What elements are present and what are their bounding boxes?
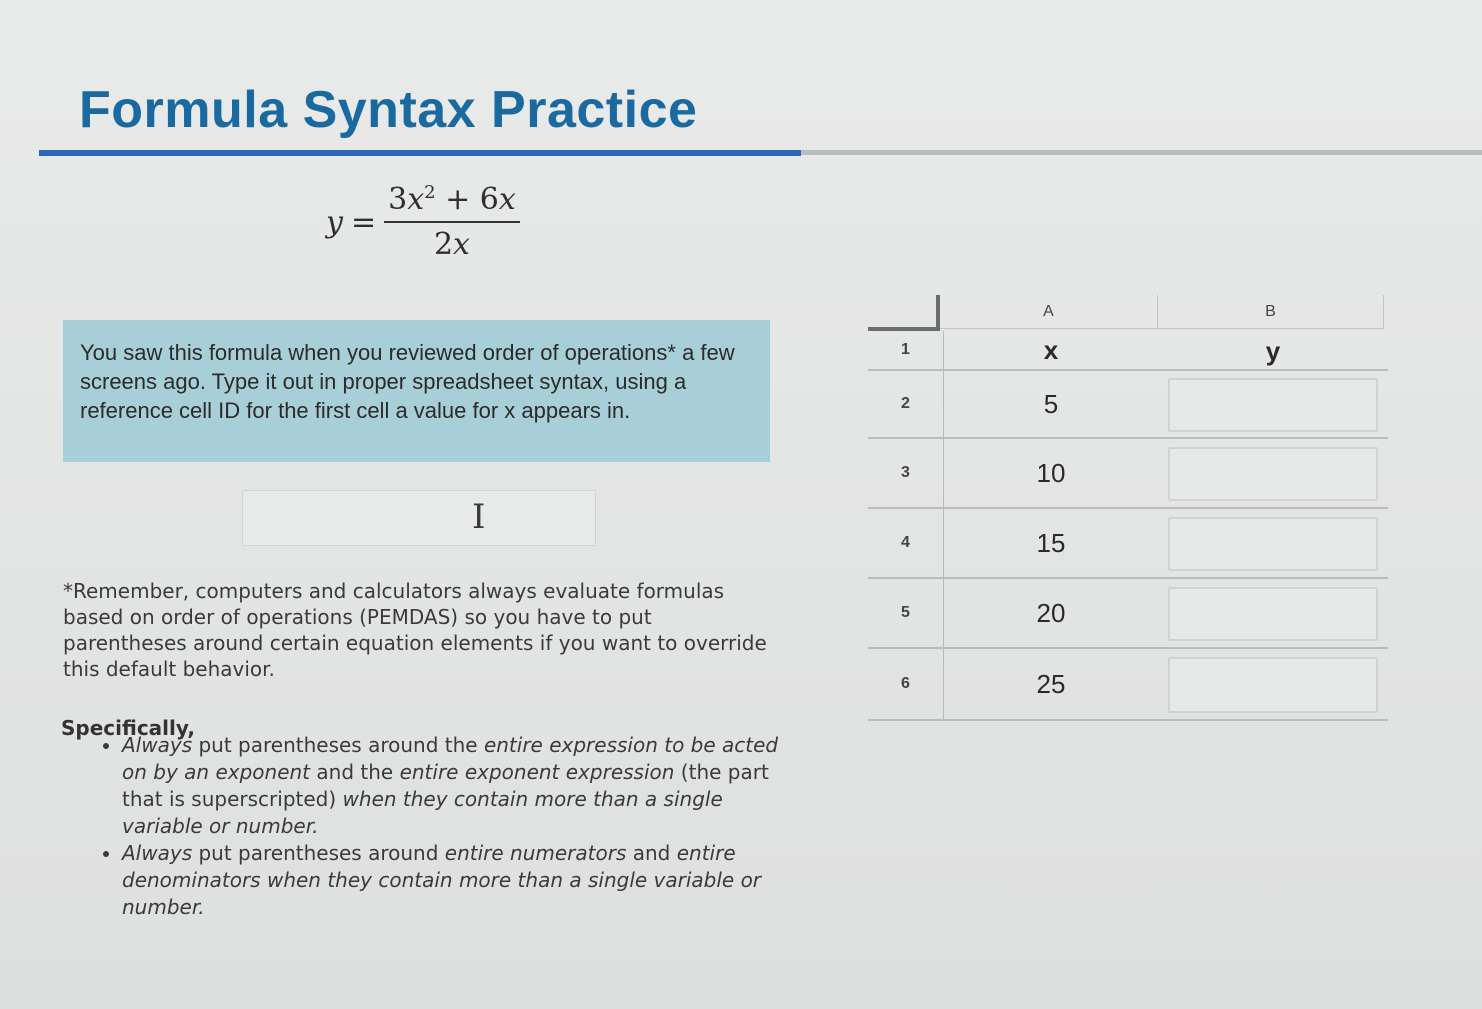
title-underline	[39, 150, 801, 156]
row-number: 2	[868, 371, 944, 437]
sheet-row	[868, 331, 1388, 371]
rule-emphasis: Always	[122, 841, 193, 865]
cell-a2: 5	[1043, 388, 1059, 419]
formula-denominator	[434, 223, 470, 262]
row-number: 4	[868, 509, 944, 577]
cell-b1: y	[1265, 335, 1281, 366]
title-divider	[801, 150, 1482, 155]
column-header-a: A	[940, 295, 1158, 329]
formula-numerator	[384, 182, 520, 223]
numerator-term2-var: x	[498, 182, 516, 217]
numerator-plus: +	[445, 182, 471, 217]
cell-a5: 20	[1036, 597, 1066, 628]
row-number: 6	[868, 649, 944, 719]
rule-emphasis: entire expression to be acted on by an exponent	[122, 733, 779, 784]
rule-emphasis: Always	[122, 733, 193, 757]
page-title: Formula Syntax Practice	[79, 81, 698, 139]
cell-a1: x	[1043, 334, 1059, 365]
column-header-b: B	[1158, 295, 1384, 329]
spreadsheet	[868, 295, 1388, 725]
rule-emphasis: entire numerators	[444, 841, 627, 865]
formula-equals: =	[350, 204, 377, 240]
cell-a4: 15	[1036, 527, 1066, 558]
text-cursor-icon: I	[472, 497, 486, 537]
denominator-coef: 2	[433, 227, 454, 262]
rule-text: and the	[310, 760, 400, 784]
cell-b2-input[interactable]	[1168, 378, 1378, 432]
formula-display	[326, 182, 520, 262]
rule-emphasis: entire denominators when they contain more than a single variable or number.	[122, 841, 762, 919]
numerator-var: x	[407, 182, 425, 217]
sheet-row	[868, 439, 1388, 509]
rule-text: put parentheses around	[192, 841, 445, 865]
sheet-row	[868, 371, 1388, 439]
cell-b4-input[interactable]	[1168, 517, 1378, 571]
row-number: 1	[868, 331, 944, 369]
numerator-exponent: 2	[424, 182, 436, 203]
instruction-box	[63, 320, 770, 462]
sheet-row	[868, 579, 1388, 649]
numerator-coef: 3	[388, 182, 408, 217]
sheet-corner	[868, 295, 940, 331]
row-number: 5	[868, 579, 944, 647]
rule-text: (the part that is superscripted)	[122, 760, 769, 811]
rule-item	[122, 732, 782, 840]
cell-b6-input[interactable]	[1168, 657, 1378, 713]
reminder-text: *Remember, computers and calculators always evaluate formulas based on order of operations (PEMDAS) so you have to put parentheses around certain equation elements if you want to override this default behavior.	[63, 579, 767, 681]
formula-lhs: y	[326, 204, 343, 240]
numerator-term2-coef: 6	[479, 182, 499, 217]
specifically-heading: Specifically,	[61, 716, 195, 740]
rule-text: and	[626, 841, 677, 865]
rule-text: put parentheses around the	[192, 733, 484, 757]
formula-answer-input[interactable]	[242, 490, 596, 546]
row-number: 3	[868, 439, 944, 507]
cell-a3: 10	[1036, 457, 1066, 488]
cell-b5-input[interactable]	[1168, 587, 1378, 641]
rule-emphasis: entire exponent expression	[399, 760, 675, 784]
rules-list	[100, 732, 782, 921]
denominator-var: x	[453, 227, 470, 262]
instruction-text: You saw this formula when you reviewed order of operations* a few screens ago. Type it out in proper spreadsheet syntax, using a reference cell ID for the first cell a value for x appears in.	[80, 340, 735, 423]
cell-a6: 25	[1036, 668, 1066, 699]
sheet-row	[868, 649, 1388, 721]
rule-item	[122, 840, 782, 921]
rule-emphasis: when they contain more than a single variable or number.	[122, 787, 723, 838]
formula-fraction	[384, 182, 520, 262]
cell-b3-input[interactable]	[1168, 447, 1378, 501]
sheet-row	[868, 509, 1388, 579]
